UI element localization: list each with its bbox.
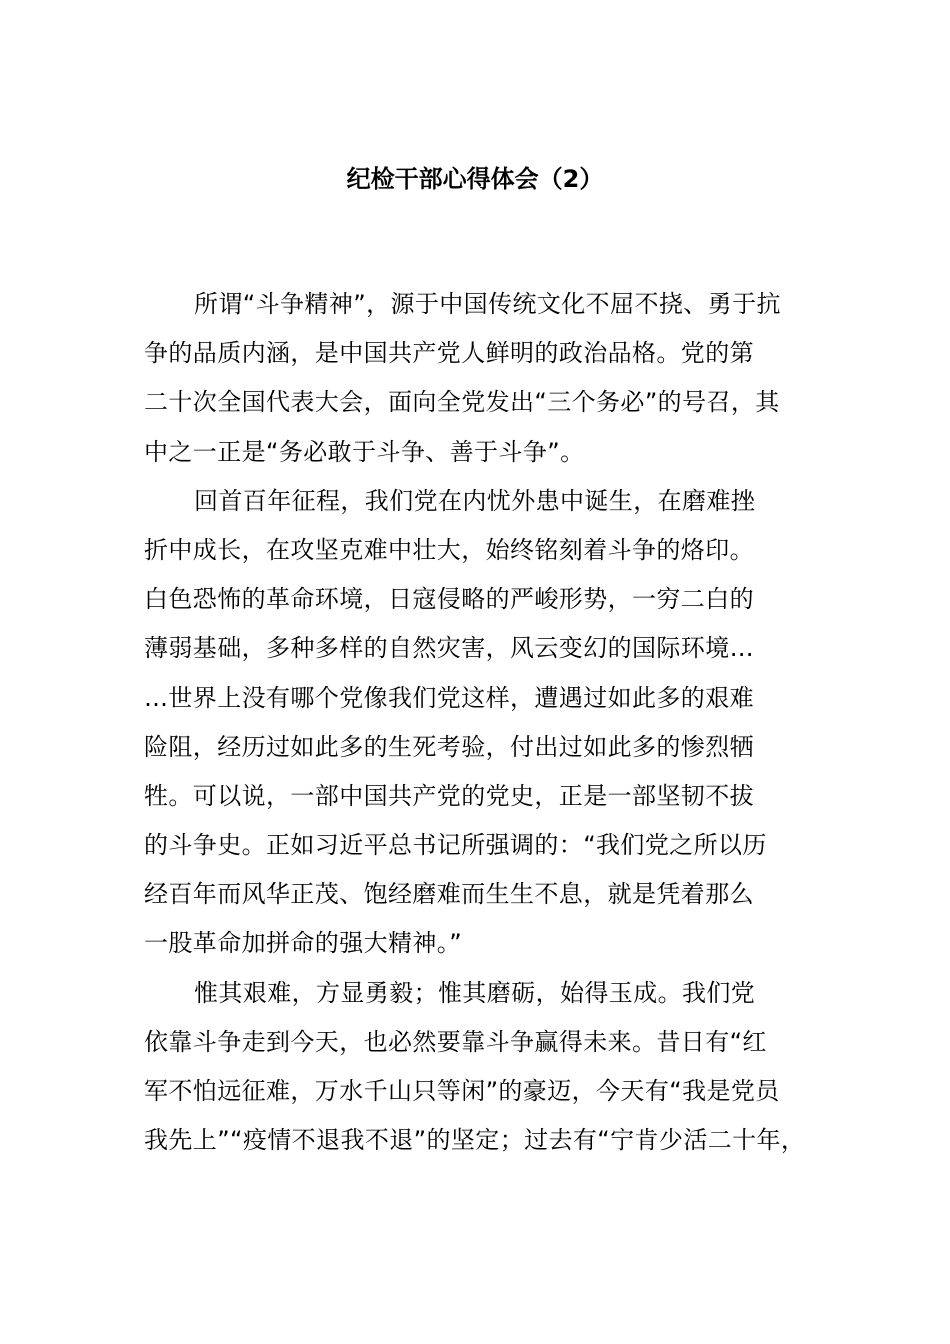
paragraph-2-line-2: 折中成长，在攻坚克难中壮大，始终铭刻着斗争的烙印。 bbox=[144, 535, 754, 564]
paragraph-1-line-1: 所谓“斗争精神”，源于中国传统文化不屈不挠、勇于抗 bbox=[194, 290, 781, 318]
paragraph-3-line-2: 依靠斗争走到今天，也必然要靠斗争赢得未来。昔日有“红 bbox=[144, 1027, 767, 1056]
paragraph-2-line-7: 牲。可以说，一部中国共产党的党史，正是一部坚韧不拔 bbox=[144, 781, 754, 810]
paragraph-2-line-4: 薄弱基础，多种多样的自然灾害，风云变幻的国际环境… bbox=[144, 634, 754, 663]
paragraph-2-line-5: …世界上没有哪个党像我们党这样，遭遇过如此多的艰难 bbox=[144, 683, 754, 712]
paragraph-2-line-6: 险阻，经历过如此多的生死考验，付出过如此多的惨烈牺 bbox=[144, 732, 754, 761]
paragraph-3-line-1: 惟其艰难，方显勇毅；惟其磨砺，始得玉成。我们党 bbox=[194, 978, 756, 1007]
paragraph-2-line-3: 白色恐怖的革命环境，日寇侵略的严峻形势，一穷二白的 bbox=[144, 585, 754, 614]
paragraph-2-line-8: 的斗争史。正如习近平总书记所强调的：“我们党之所以历 bbox=[144, 831, 767, 860]
document-body bbox=[144, 280, 824, 1165]
paragraph-3-line-4: 我先上”“疫情不退我不退”的坚定；过去有“宁肯少活二十年， bbox=[144, 1126, 806, 1155]
paragraph-3-line-3: 军不怕远征难，万水千山只等闲”的豪迈，今天有“我是党员 bbox=[144, 1077, 780, 1105]
paragraph-1-line-2: 争的品质内涵，是中国共产党人鲜明的政治品格。党的第 bbox=[144, 339, 754, 368]
paragraph-2-line-10: 一股革命加拼命的强大精神。” bbox=[144, 929, 463, 958]
paragraph-2-line-9: 经百年而风华正茂、饱经磨难而生生不息，就是凭着那么 bbox=[144, 880, 754, 909]
paragraph-2-line-1: 回首百年征程，我们党在内忧外患中诞生，在磨难挫 bbox=[194, 486, 756, 515]
document-title: 纪检干部心得体会（2） bbox=[346, 165, 604, 193]
paragraph-1-line-3: 二十次全国代表大会，面向全党发出“三个务必”的号召，其 bbox=[144, 388, 780, 417]
paragraph-1-line-4: 中之一正是“务必敢于斗争、善于斗争”。 bbox=[144, 437, 585, 466]
